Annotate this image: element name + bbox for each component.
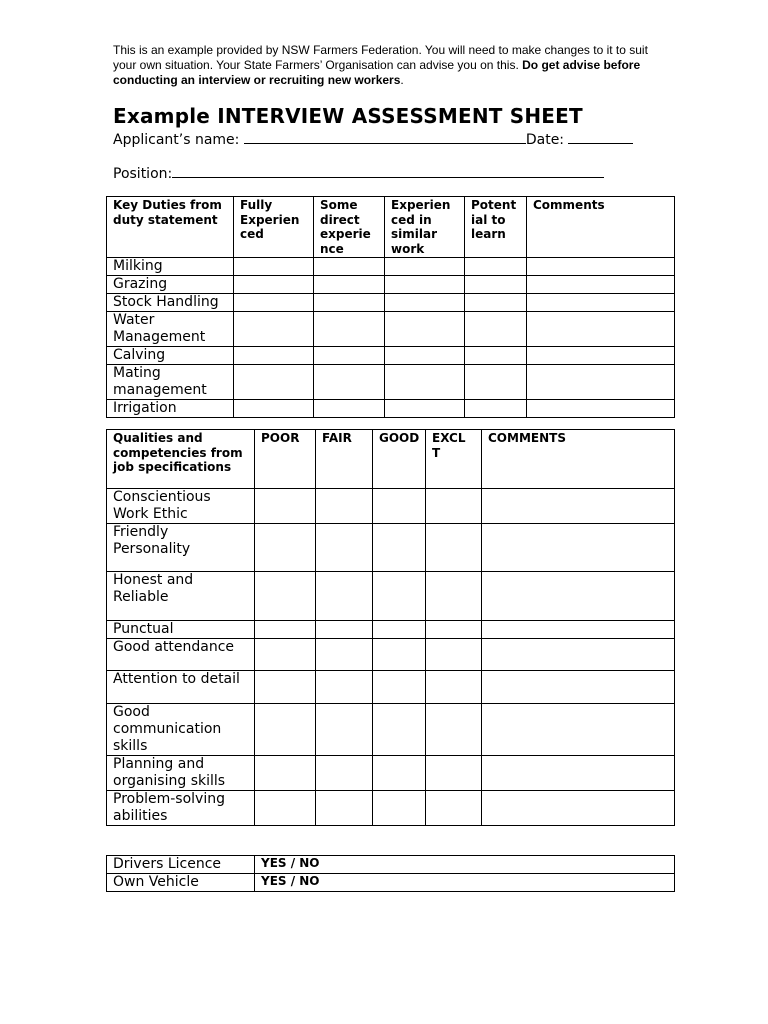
comment-cell[interactable] bbox=[527, 347, 675, 365]
rating-cell[interactable] bbox=[465, 347, 527, 365]
qualities-header: Qualities and competencies from job specifications bbox=[107, 430, 255, 489]
rating-cell[interactable] bbox=[255, 572, 316, 621]
rating-cell[interactable] bbox=[465, 258, 527, 276]
position-label: Position: bbox=[113, 166, 173, 182]
rating-cell[interactable] bbox=[426, 524, 482, 572]
rating-cell[interactable] bbox=[373, 639, 426, 671]
page-title: Example INTERVIEW ASSESSMENT SHEET bbox=[113, 104, 583, 128]
comment-cell[interactable] bbox=[527, 276, 675, 294]
qualities-header: GOOD bbox=[373, 430, 426, 489]
rating-cell[interactable] bbox=[316, 791, 373, 826]
rating-cell[interactable] bbox=[255, 524, 316, 572]
duties-header: Comments bbox=[527, 197, 675, 258]
table-row bbox=[107, 704, 675, 756]
date-label: Date: bbox=[525, 132, 569, 148]
rating-cell[interactable] bbox=[316, 489, 373, 524]
duties-header: Some direct experie nce bbox=[314, 197, 385, 258]
comment-cell[interactable] bbox=[527, 258, 675, 276]
duty-label: Milking bbox=[107, 258, 234, 276]
rating-cell[interactable] bbox=[234, 347, 314, 365]
rating-cell[interactable] bbox=[385, 276, 465, 294]
rating-cell[interactable] bbox=[426, 704, 482, 756]
comment-cell[interactable] bbox=[482, 704, 675, 756]
rating-cell[interactable] bbox=[314, 312, 385, 347]
comment-cell[interactable] bbox=[482, 639, 675, 671]
rating-cell[interactable] bbox=[373, 671, 426, 704]
duties-header: Key Duties from duty statement bbox=[107, 197, 234, 258]
comment-cell[interactable] bbox=[527, 294, 675, 312]
quality-label: Honest and Reliable bbox=[107, 572, 255, 621]
comment-cell[interactable] bbox=[482, 572, 675, 621]
rating-cell[interactable] bbox=[385, 347, 465, 365]
rating-cell[interactable] bbox=[234, 276, 314, 294]
rating-cell[interactable] bbox=[255, 704, 316, 756]
licence-table bbox=[106, 855, 675, 892]
duties-header: Experien ced in similar work bbox=[385, 197, 465, 258]
rating-cell[interactable] bbox=[465, 312, 527, 347]
rating-cell[interactable] bbox=[373, 756, 426, 791]
qualities-header: EXCL T bbox=[426, 430, 482, 489]
position-field[interactable] bbox=[172, 162, 604, 178]
rating-cell[interactable] bbox=[373, 489, 426, 524]
qualities-header: FAIR bbox=[316, 430, 373, 489]
table-row bbox=[107, 365, 675, 400]
yes-no-field[interactable]: YES / NO bbox=[255, 856, 675, 874]
qualities-header: COMMENTS bbox=[482, 430, 675, 489]
rating-cell[interactable] bbox=[385, 400, 465, 418]
comment-cell[interactable] bbox=[482, 791, 675, 826]
rating-cell[interactable] bbox=[373, 621, 426, 639]
comment-cell[interactable] bbox=[527, 400, 675, 418]
licence-label: Drivers Licence bbox=[107, 856, 255, 874]
rating-cell[interactable] bbox=[426, 572, 482, 621]
intro-text: This is an example provided by NSW Farmers Federation. You will need to make changes to it to suit your own situation. Your State Farmers’ Organisation can advise you on this. bbox=[113, 43, 648, 72]
rating-cell[interactable] bbox=[465, 365, 527, 400]
rating-cell[interactable] bbox=[314, 276, 385, 294]
table-row bbox=[107, 276, 675, 294]
duties-table bbox=[106, 196, 675, 418]
rating-cell[interactable] bbox=[316, 756, 373, 791]
rating-cell[interactable] bbox=[426, 756, 482, 791]
table-row bbox=[107, 621, 675, 639]
comment-cell[interactable] bbox=[482, 756, 675, 791]
applicant-label: Applicant’s name: bbox=[113, 132, 244, 148]
table-row bbox=[107, 489, 675, 524]
applicant-name-field[interactable] bbox=[244, 128, 526, 144]
rating-cell[interactable] bbox=[314, 294, 385, 312]
rating-cell[interactable] bbox=[373, 524, 426, 572]
quality-label: Planning and organising skills bbox=[107, 756, 255, 791]
table-row bbox=[107, 671, 675, 704]
rating-cell[interactable] bbox=[234, 312, 314, 347]
duty-label: Mating management bbox=[107, 365, 234, 400]
comment-cell[interactable] bbox=[482, 621, 675, 639]
rating-cell[interactable] bbox=[314, 400, 385, 418]
rating-cell[interactable] bbox=[465, 294, 527, 312]
rating-cell[interactable] bbox=[316, 704, 373, 756]
rating-cell[interactable] bbox=[316, 671, 373, 704]
quality-label: Conscientious Work Ethic bbox=[107, 489, 255, 524]
rating-cell[interactable] bbox=[385, 312, 465, 347]
rating-cell[interactable] bbox=[426, 639, 482, 671]
table-row bbox=[107, 312, 675, 347]
rating-cell[interactable] bbox=[373, 704, 426, 756]
vehicle-label: Own Vehicle bbox=[107, 874, 255, 892]
qualities-table bbox=[106, 429, 675, 826]
rating-cell[interactable] bbox=[373, 572, 426, 621]
rating-cell[interactable] bbox=[234, 365, 314, 400]
rating-cell[interactable] bbox=[255, 639, 316, 671]
rating-cell[interactable] bbox=[373, 791, 426, 826]
position-line bbox=[113, 162, 604, 182]
yes-no-field[interactable]: YES / NO bbox=[255, 874, 675, 892]
quality-label: Punctual bbox=[107, 621, 255, 639]
rating-cell[interactable] bbox=[234, 258, 314, 276]
table-row bbox=[107, 756, 675, 791]
rating-cell[interactable] bbox=[426, 791, 482, 826]
comment-cell[interactable] bbox=[482, 524, 675, 572]
comment-cell[interactable] bbox=[527, 312, 675, 347]
comment-cell[interactable] bbox=[482, 671, 675, 704]
rating-cell[interactable] bbox=[316, 639, 373, 671]
table-row bbox=[107, 294, 675, 312]
duties-header-row bbox=[107, 197, 675, 258]
quality-label: Friendly Personality bbox=[107, 524, 255, 572]
rating-cell[interactable] bbox=[465, 400, 527, 418]
duty-label: Water Management bbox=[107, 312, 234, 347]
rating-cell[interactable] bbox=[316, 621, 373, 639]
rating-cell[interactable] bbox=[314, 365, 385, 400]
rating-cell[interactable] bbox=[255, 621, 316, 639]
rating-cell[interactable] bbox=[426, 489, 482, 524]
intro-end: . bbox=[400, 73, 404, 87]
rating-cell[interactable] bbox=[316, 572, 373, 621]
rating-cell[interactable] bbox=[314, 347, 385, 365]
rating-cell[interactable] bbox=[255, 756, 316, 791]
date-field[interactable] bbox=[568, 128, 633, 144]
rating-cell[interactable] bbox=[255, 489, 316, 524]
rating-cell[interactable] bbox=[385, 294, 465, 312]
table-row bbox=[107, 524, 675, 572]
duty-label: Grazing bbox=[107, 276, 234, 294]
intro-note bbox=[113, 43, 658, 88]
rating-cell[interactable] bbox=[385, 365, 465, 400]
rating-cell[interactable] bbox=[426, 671, 482, 704]
qualities-header-row bbox=[107, 430, 675, 489]
quality-label: Attention to detail bbox=[107, 671, 255, 704]
quality-label: Good communication skills bbox=[107, 704, 255, 756]
table-row bbox=[107, 874, 675, 892]
rating-cell[interactable] bbox=[314, 258, 385, 276]
table-row bbox=[107, 856, 675, 874]
rating-cell[interactable] bbox=[316, 524, 373, 572]
rating-cell[interactable] bbox=[255, 671, 316, 704]
quality-label: Problem-solving abilities bbox=[107, 791, 255, 826]
duties-header: Potent ial to learn bbox=[465, 197, 527, 258]
table-row bbox=[107, 347, 675, 365]
duties-header: Fully Experien ced bbox=[234, 197, 314, 258]
quality-label: Good attendance bbox=[107, 639, 255, 671]
applicant-date-line bbox=[113, 128, 633, 148]
duty-label: Calving bbox=[107, 347, 234, 365]
table-row bbox=[107, 639, 675, 671]
comment-cell[interactable] bbox=[482, 489, 675, 524]
duty-label: Stock Handling bbox=[107, 294, 234, 312]
table-row bbox=[107, 400, 675, 418]
table-row bbox=[107, 572, 675, 621]
rating-cell[interactable] bbox=[234, 294, 314, 312]
comment-cell[interactable] bbox=[527, 365, 675, 400]
rating-cell[interactable] bbox=[426, 621, 482, 639]
rating-cell[interactable] bbox=[465, 276, 527, 294]
duty-label: Irrigation bbox=[107, 400, 234, 418]
rating-cell[interactable] bbox=[234, 400, 314, 418]
qualities-header: POOR bbox=[255, 430, 316, 489]
intro-bold-text: Do get advise before conducting an interview or recruiting new workers bbox=[113, 58, 641, 87]
rating-cell[interactable] bbox=[385, 258, 465, 276]
table-row bbox=[107, 258, 675, 276]
rating-cell[interactable] bbox=[255, 791, 316, 826]
table-row bbox=[107, 791, 675, 826]
